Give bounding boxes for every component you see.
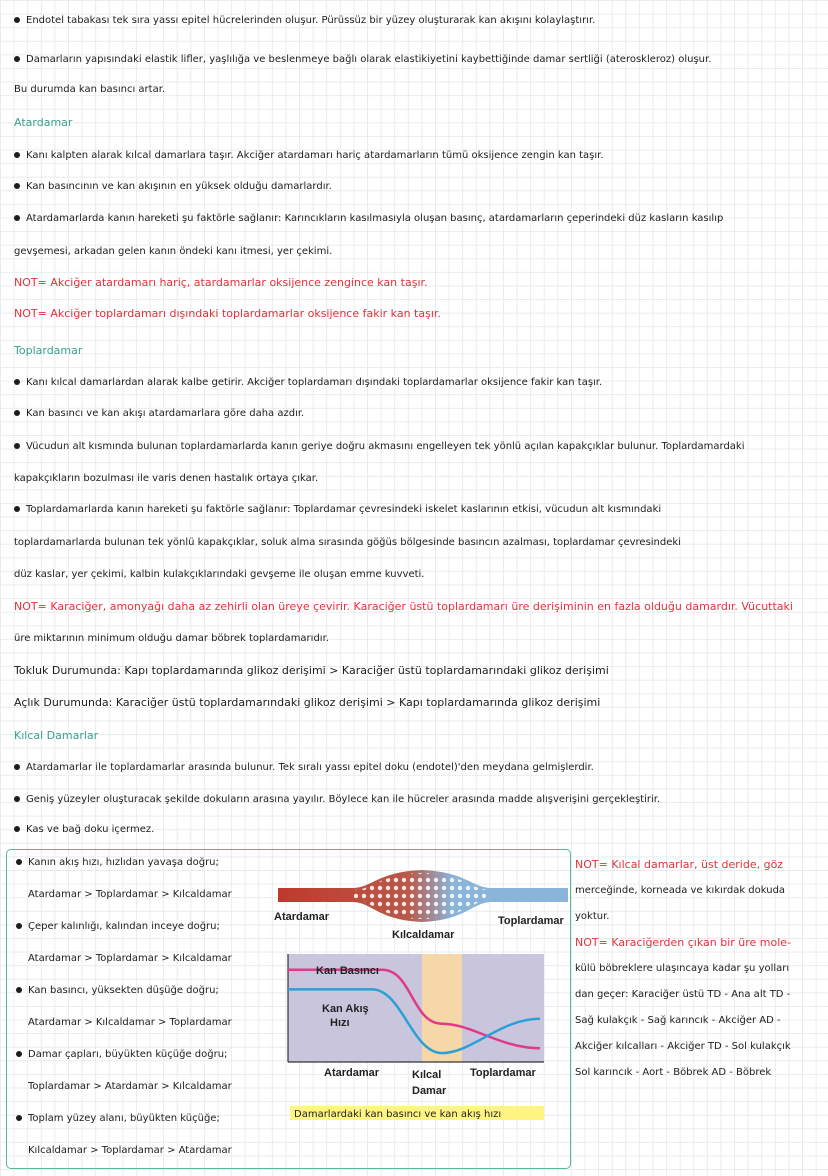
heading-toplardamar: Toplardamar — [14, 344, 83, 357]
axis-label-mid-1: Kılcal — [412, 1069, 442, 1081]
comparison-item-2 — [16, 920, 232, 952]
bullet-icon — [14, 379, 20, 385]
bullet-icon — [14, 764, 20, 770]
intro-text-3: Bu durumda kan basıncı artar. — [14, 84, 166, 95]
note-ure-4: Sağ kulakçık - Sağ karıncık - Akciğer AD - — [575, 1015, 781, 1026]
bullet-icon — [14, 796, 20, 802]
vessel-label-middle: Kılcaldamar — [392, 929, 455, 941]
atardamar-text-1: Kanı kalpten alarak kılcal damarlara taşır. Akciğer atardamarı hariç atardamarların tümü oksijence zengin kan taşır. — [26, 150, 604, 161]
comparison-item-4 — [16, 1048, 232, 1080]
atardamar-bullet-3 — [14, 212, 828, 226]
vessel-label-right: Toplardamar — [498, 915, 564, 927]
axis-label-right: Toplardamar — [470, 1067, 536, 1079]
toplardamar-bullet-2 — [14, 407, 828, 421]
comparison-item-5 — [16, 1112, 232, 1144]
comparison-order: Atardamar > Toplardamar > Kılcaldamar — [28, 889, 232, 900]
kilcal-bullet-1 — [14, 761, 828, 775]
kilcal-text-3: Kas ve bağ doku içermez. — [26, 824, 155, 835]
comparison-order: Atardamar > Toplardamar > Kılcaldamar — [28, 953, 232, 964]
comparison-title: Çeper kalınlığı, kalından inceye doğru; — [28, 921, 220, 932]
legend-pressure: Kan Basıncı — [316, 965, 379, 977]
intro-text-2: Damarların yapısındaki elastik lifler, yaşlılığa ve beslenmeye bağlı olarak elastikiyetini kaybettiğinde damar sertliği (ateroskleroz) oluşur. — [26, 54, 712, 65]
note-kilcal-3: yoktur. — [575, 911, 610, 922]
note-ure-1: NOT= Karaciğerden çıkan bir üre mole- — [575, 936, 792, 949]
vessel-diagram — [272, 852, 572, 1162]
comparison-title: Kanın akış hızı, hızlıdan yavaşa doğru; — [28, 857, 219, 868]
right-notes — [575, 852, 825, 1086]
toplardamar-text-3b: kapakçıkların bozulması ile varis denen hastalık ortaya çıkar. — [14, 473, 319, 484]
bullet-icon — [16, 1051, 22, 1057]
note-ure-5: Akciğer kılcalları - Akciğer TD - Sol kulakçık — [575, 1041, 791, 1052]
chart-capillary-band — [422, 954, 462, 1062]
toplardamar-text-2: Kan basıncı ve kan akışı atardamarlara göre daha azdır. — [26, 408, 305, 419]
bullet-icon — [14, 506, 20, 512]
vessel-figure — [272, 852, 572, 1166]
toplardamar-line-4b — [14, 536, 828, 550]
note-kilcal-2: merceğinde, korneada ve kıkırdak dokuda — [575, 885, 786, 896]
comparison-list — [16, 856, 232, 1176]
toplardamar-line-4c — [14, 568, 828, 582]
atardamar-note-2: NOT= Akciğer toplardamarı dışındaki toplardamarlar oksijence fakir kan taşır. — [14, 307, 441, 320]
aclik-line: Açlık Durumunda: Karaciğer üstü toplardamarındaki glikoz derişimi > Kapı toplardamarında glikoz derişimi — [14, 696, 601, 709]
comparison-item-3 — [16, 984, 232, 1016]
toplardamar-bullet-4 — [14, 503, 828, 517]
kilcal-text-1: Atardamarlar ile toplardamarlar arasında bulunur. Tek sıralı yassı epitel doku (endotel)'den meydana gelmişlerdir. — [26, 762, 594, 773]
bullet-icon — [14, 215, 20, 221]
bullet-icon — [14, 17, 20, 23]
comparison-title: Kan basıncı, yüksekten düşüğe doğru; — [28, 985, 219, 996]
note-kilcal-1: NOT= Kılcal damarlar, üst deride, göz — [575, 858, 784, 871]
toplardamar-bullet-1 — [14, 376, 828, 390]
comparison-title: Toplam yüzey alanı, büyükten küçüğe; — [28, 1113, 220, 1124]
atardamar-bullet-2 — [14, 180, 828, 194]
comparison-order: Toplardamar > Atardamar > Kılcaldamar — [28, 1081, 232, 1092]
legend-flow-2: Hızı — [330, 1017, 350, 1029]
toplardamar-text-1: Kanı kılcal damarlardan alarak kalbe getirir. Akciğer toplardamarı dışındaki toplardamarlar oksijence fakir kan taşır. — [26, 377, 603, 388]
bullet-icon — [16, 1115, 22, 1121]
atardamar-line-3b — [14, 245, 828, 259]
legend-flow-1: Kan Akış — [322, 1003, 369, 1015]
comparison-order: Kılcaldamar > Toplardamar > Atardamar — [28, 1145, 232, 1156]
figure-caption: Damarlardaki kan basıncı ve kan akış hızı — [294, 1109, 502, 1120]
bullet-icon — [14, 410, 20, 416]
intro-line-3 — [14, 83, 828, 97]
vessel-label-left: Atardamar — [274, 911, 330, 923]
capillary-network — [354, 873, 490, 919]
comparison-title: Damar çapları, büyükten küçüğe doğru; — [28, 1049, 228, 1060]
bullet-icon — [14, 443, 20, 449]
kilcal-text-2: Geniş yüzeyler oluşturacak şekilde dokuların arasına yayılır. Böylece kan ile hücreler arasında madde alışverişini gerçekleştirir. — [26, 794, 661, 805]
intro-line-2 — [14, 53, 828, 67]
heading-kilcal: Kılcal Damarlar — [14, 729, 99, 742]
toplardamar-text-4b: toplardamarlarda bulunan tek yönlü kapakçıklar, soluk alma sırasında göğüs bölgesinde basıncın azalması, toplardamar çevresindeki — [14, 537, 681, 548]
tokluk-line: Tokluk Durumunda: Kapı toplardamarında glikoz derişimi > Karaciğer üstü toplardamarındaki glikoz derişimi — [14, 664, 609, 677]
comparison-item-1 — [16, 856, 232, 888]
atardamar-text-2: Kan basıncının ve kan akışının en yüksek olduğu damarlardır. — [26, 181, 332, 192]
axis-label-left: Atardamar — [324, 1067, 380, 1079]
heading-atardamar: Atardamar — [14, 116, 73, 129]
toplardamar-text-3a: Vücudun alt kısmında bulunan toplardamarlarda kanın geriye doğru akmasını engelleyen tek yönlü açılan kapakçıklar bulunur. Toplardamardaki — [26, 441, 745, 452]
toplardamar-text-4a: Toplardamarlarda kanın hareketi şu faktörle sağlanır: Toplardamar çevresindeki iskelet kaslarının etkisi, vücudun alt kısmındaki — [26, 504, 662, 515]
bullet-icon — [16, 859, 22, 865]
toplardamar-note-1b: üre miktarının minimum olduğu damar böbrek toplardamarıdır. — [14, 633, 329, 644]
bullet-icon — [16, 923, 22, 929]
note-ure-3: dan geçer: Karaciğer üstü TD - Ana alt TD - — [575, 989, 791, 1000]
intro-text-1: Endotel tabakası tek sıra yassı epitel hücrelerinden oluşur. Pürüssüz bir yüzey oluşturarak kan akışını kolaylaştırır. — [26, 15, 596, 26]
atardamar-text-3a: Atardamarlarda kanın hareketi şu faktörle sağlanır: Karıncıkların kasılmasıyla oluşan basınç, atardamarların çeperindeki düz kasların kasılıp — [26, 213, 724, 224]
intro-line-1 — [14, 14, 828, 28]
bullet-icon — [14, 56, 20, 62]
note-ure-2: külü böbreklere ulaşıncaya kadar şu yolları — [575, 963, 790, 974]
atardamar-bullet-1 — [14, 149, 828, 163]
bullet-icon — [16, 987, 22, 993]
toplardamar-line-3b — [14, 472, 828, 486]
note-ure-6: Sol karıncık - Aort - Böbrek AD - Böbrek — [575, 1067, 772, 1078]
kilcal-bullet-3 — [14, 823, 828, 837]
comparison-order: Atardamar > Kılcaldamar > Toplardamar — [28, 1017, 232, 1028]
kilcal-bullet-2 — [14, 793, 828, 807]
atardamar-text-3b: gevşemesi, arkadan gelen kanın öndeki kanı itmesi, yer çekimi. — [14, 246, 333, 257]
bullet-icon — [14, 826, 20, 832]
toplardamar-bullet-3 — [14, 440, 828, 454]
atardamar-note-1: NOT= Akciğer atardamarı hariç, atardamarlar oksijence zengince kan taşır. — [14, 276, 428, 289]
axis-label-mid-2: Damar — [412, 1085, 447, 1097]
toplardamar-text-4c: düz kaslar, yer çekimi, kalbin kulakçıklarındaki gevşeme ile oluşan emme kuvveti. — [14, 569, 425, 580]
toplardamar-note-1a: NOT= Karaciğer, amonyağı daha az zehirli olan üreye çevirir. Karaciğer üstü toplardamarı üre derişiminin en fazla olduğu damardır. Vücuttaki — [14, 600, 793, 613]
bullet-icon — [14, 183, 20, 189]
bullet-icon — [14, 152, 20, 158]
